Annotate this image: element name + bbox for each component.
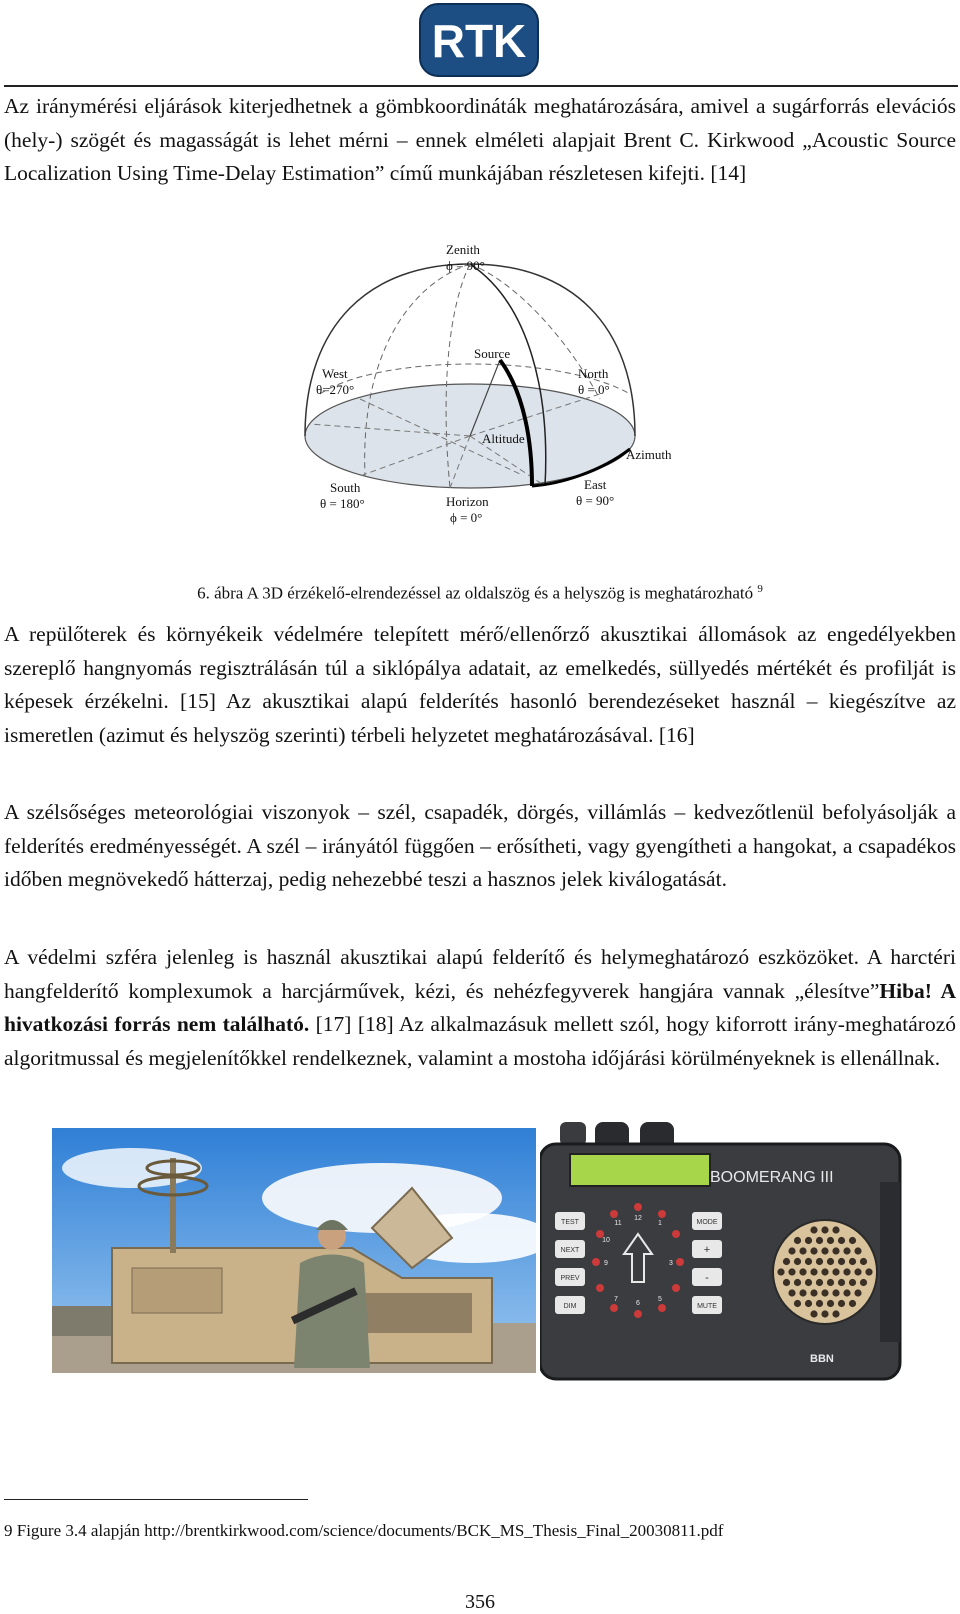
speaker-hole — [799, 1268, 806, 1275]
speaker-hole — [827, 1279, 834, 1286]
speaker-hole — [821, 1289, 828, 1296]
figure-hemisphere — [300, 244, 700, 544]
speaker-hole — [794, 1279, 801, 1286]
speaker-hole — [849, 1300, 856, 1307]
device-button-test-label: TEST — [561, 1219, 579, 1226]
label-south-theta: θ = 180° — [320, 496, 365, 511]
label-altitude: Altitude — [482, 431, 525, 446]
header-rule — [4, 85, 958, 87]
speaker-hole — [832, 1247, 839, 1254]
speaker-hole — [821, 1268, 828, 1275]
speaker-hole — [816, 1237, 823, 1244]
speaker-hole — [777, 1268, 784, 1275]
speaker-hole — [854, 1268, 861, 1275]
label-south: South — [330, 480, 361, 495]
label-zenith: Zenith — [446, 244, 480, 257]
label-east-theta: θ = 90° — [576, 493, 615, 508]
speaker-hole — [805, 1258, 812, 1265]
speaker-hole — [827, 1237, 834, 1244]
device-button-mode-label: MODE — [696, 1219, 718, 1226]
speaker-hole — [860, 1258, 867, 1265]
speaker-hole — [783, 1258, 790, 1265]
label-horizon-phi: ϕ = 0° — [450, 510, 483, 525]
label-north-theta: θ = 0° — [578, 382, 610, 397]
speaker-hole — [788, 1289, 795, 1296]
clock-label-12: 12 — [634, 1215, 642, 1222]
figure-6-caption — [0, 578, 960, 605]
speaker-hole — [794, 1300, 801, 1307]
clock-label-7: 7 — [614, 1296, 618, 1303]
speaker-hole — [832, 1310, 839, 1317]
speaker-hole — [805, 1300, 812, 1307]
speaker-hole — [838, 1279, 845, 1286]
speaker-hole — [794, 1258, 801, 1265]
speaker-hole — [832, 1226, 839, 1233]
paragraph-4-part-b: [17] [18] Az alkalmazásuk mellett szól, hogy kiforrott irány-meghatározó algoritmussal és megjelenítőkkel rendelkeznek, valamint a mostoha időjárási körülményeknek is ellenállnak. — [4, 1012, 956, 1070]
device-button-minus-label: - — [705, 1272, 709, 1284]
clock-label-5: 5 — [658, 1296, 662, 1303]
speaker-hole — [854, 1247, 861, 1254]
speaker-hole — [805, 1279, 812, 1286]
footnote-rule — [4, 1499, 308, 1500]
soldier-vehicle-photo — [52, 1128, 536, 1373]
speaker-hole — [838, 1258, 845, 1265]
label-zenith-phi: ϕ = 90° — [446, 258, 485, 273]
speaker-hole — [849, 1237, 856, 1244]
speaker-hole — [810, 1310, 817, 1317]
label-source: Source — [474, 346, 511, 361]
device-display-text: BOOMERANG III — [710, 1169, 834, 1186]
paragraph-2: A repülőterek és környékeik védelmére telepített mérő/ellenőrző akusztikai állomások az engedélyekben szereplő hangnyomás regisztrálásán túl a siklópálya adatait, az emelkedés, süllyedés mértékét és profilját is képesek érzékelni. [15] Az akusztikai alapú felderítés hasonló berendezéseket használ – kiegészítve az ismeretlen (azimut és helyszög szerinti) térbeli helyzetet meghatározásával. [16] — [4, 622, 956, 747]
speaker-hole — [810, 1289, 817, 1296]
label-horizon: Horizon — [446, 494, 489, 509]
device-button-prev-label: PREV — [560, 1275, 580, 1282]
speaker-hole — [821, 1310, 828, 1317]
clock-label-3: 3 — [669, 1260, 673, 1267]
clock-label-9: 9 — [604, 1260, 608, 1267]
speaker-hole — [827, 1258, 834, 1265]
caption-footnote-ref: 9 — [757, 583, 763, 595]
speaker-hole — [799, 1289, 806, 1296]
speaker-hole — [821, 1247, 828, 1254]
speaker-hole — [843, 1268, 850, 1275]
device-button-plus-label: + — [703, 1244, 711, 1256]
label-north: North — [578, 366, 609, 381]
footnote — [4, 1520, 723, 1542]
speaker-hole — [783, 1279, 790, 1286]
clock-label-1: 1 — [658, 1220, 662, 1227]
device-button-mute-label: MUTE — [697, 1303, 717, 1310]
speaker-hole — [843, 1247, 850, 1254]
speaker-hole — [832, 1268, 839, 1275]
speaker-hole — [810, 1247, 817, 1254]
paragraph-1: Az iránymérési eljárások kiterjedhetnek a gömbkoordináták meghatározására, amivel a sugárforrás elevációs (hely-) szögét és magasságát is lehet mérni – ennek elméleti alapjait Brent C. Kirkwood „Acoustic Source Localization Using Time-Delay Estimation” című munkájában részletesen kifejti. [14] — [4, 94, 956, 185]
speaker-hole — [849, 1279, 856, 1286]
boomerang-device-photo — [540, 1122, 935, 1382]
speaker-hole — [788, 1247, 795, 1254]
label-west-theta: θ=270° — [316, 382, 355, 397]
speaker-hole — [838, 1237, 845, 1244]
clock-label-10: 10 — [602, 1237, 610, 1244]
device-brand: BBN — [810, 1353, 834, 1365]
speaker-hole — [832, 1289, 839, 1296]
speaker-hole — [827, 1300, 834, 1307]
footnote-number: 9 — [4, 1521, 13, 1540]
speaker-hole — [810, 1226, 817, 1233]
rtk-logo — [418, 2, 540, 78]
paragraph-3: A szélsőséges meteorológiai viszonyok – szél, csapadék, dörgés, villámlás – kedvezőtlenül befolyásolják a felderítés eredményességét. A szél – irányától függően – erősítheti, vagy gyengítheti a hangokat, a csapadékos időben megnövekedő hátterzaj, pedig nehezebbé teszi a hasznos jelek kiválogatását. — [4, 800, 956, 891]
reference-error: Hiba! A hivatkozási forrás nem található. — [4, 978, 957, 1036]
paragraph-4 — [4, 941, 956, 1075]
speaker-hole — [843, 1289, 850, 1296]
label-west: West — [322, 366, 348, 381]
speaker-hole — [849, 1258, 856, 1265]
speaker-hole — [799, 1247, 806, 1254]
label-azimuth: Azimuth — [626, 447, 672, 462]
speaker-hole — [794, 1237, 801, 1244]
page-number: 356 — [465, 1591, 495, 1613]
paragraph-4-part-a: A védelmi szféra jelenleg is használ akusztikai alapú felderítő és helymeghatározó eszközöket. A harctéri hangfelderítő komplexumok a harcjárművek, kézi, és nehézfegyverek hangjára vannak „élesítve” — [4, 945, 956, 1003]
speaker-hole — [816, 1300, 823, 1307]
speaker-hole — [805, 1237, 812, 1244]
speaker-hole — [810, 1268, 817, 1275]
logo-text: RTK — [431, 15, 527, 67]
caption-text: 6. ábra A 3D érzékelő-elrendezéssel az oldalszög és a helyszög is meghatározható — [197, 583, 754, 603]
speaker-hole — [865, 1268, 872, 1275]
speaker-hole — [788, 1268, 795, 1275]
speaker-hole — [860, 1279, 867, 1286]
clock-label-6: 6 — [636, 1300, 640, 1307]
speaker-hole — [816, 1258, 823, 1265]
speaker-hole — [816, 1279, 823, 1286]
speaker-hole — [821, 1226, 828, 1233]
device-button-next-label: NEXT — [560, 1247, 580, 1254]
device-button-dim-label: DIM — [563, 1303, 577, 1310]
clock-label-11: 11 — [614, 1220, 622, 1227]
speaker-hole — [838, 1300, 845, 1307]
label-east: East — [584, 477, 607, 492]
speaker-hole — [854, 1289, 861, 1296]
footnote-text: Figure 3.4 alapján http://brentkirkwood.com/science/documents/BCK_MS_Thesis_Final_20030811.pdf — [12, 1521, 724, 1540]
